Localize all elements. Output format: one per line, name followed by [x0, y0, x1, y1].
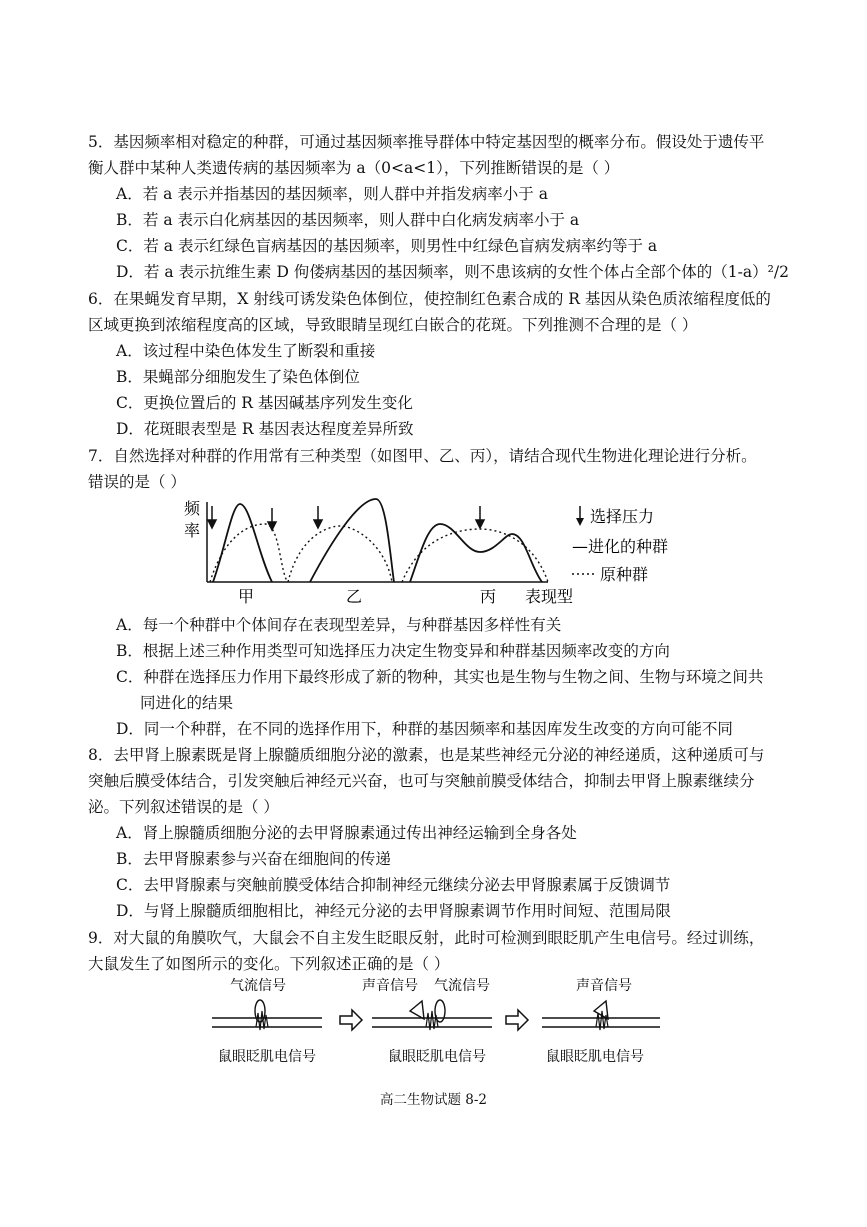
q7-bing-evolved-curve [410, 524, 542, 582]
q7-jia-evolved-curve [213, 504, 272, 582]
q7-legend-solid: —进化的种群 [572, 537, 669, 556]
q7-option-b: B．根据上述三种作用类型可知选择压力决定生物变异和种群基因频率改变的方向 [116, 642, 670, 660]
q5-option-a: A．若 a 表示并指基因的基因频率，则人群中并指发病率小于 a [116, 185, 548, 203]
q8-stem-line2: 突触后膜受体结合，引发突触后神经元兴奋，也可与突触前膜受体结合，抑制去甲肾上腺素继续分 [88, 772, 755, 790]
q7-option-c-line2: 同进化的结果 [140, 694, 234, 712]
q7-option-d: D．同一个种群，在不同的选择作用下，种群的基因频率和基因库发生改变的方向可能不同 [116, 720, 733, 738]
q7-stem-line2: 错误的是（ ） [88, 473, 186, 491]
q7-stem-line1: 7．自然选择对种群的作用常有三种类型（如图甲、乙、丙），请结合现代生物进化理论进行分析。 [88, 447, 757, 465]
q8-option-b: B．去甲肾腺素参与兴奋在细胞间的传递 [116, 850, 391, 868]
q6-option-a: A．该过程中染色体发生了断裂和重接 [116, 342, 376, 360]
q9-p2-bottom-label: 鼠眼眨肌电信号 [388, 1049, 486, 1065]
q8-stem-line3: 泌。下列叙述错误的是（ ） [88, 798, 279, 816]
q9-stem-line2: 大鼠发生了如图所示的变化。下列叙述正确的是（ ） [88, 955, 450, 973]
q7-yi-evolved-curve [310, 499, 394, 582]
q6-option-c: C．更换位置后的 R 基因碱基序列发生变化 [116, 394, 413, 412]
q8-option-c: C．去甲肾腺素与突触前膜受体结合抑制神经元继续分泌去甲肾腺素属于反馈调节 [116, 876, 671, 894]
q9-p3-bottom-label: 鼠眼眨肌电信号 [546, 1049, 644, 1065]
q7-option-a: A．每一个种群中个体间存在表现型差异，与种群基因多样性有关 [116, 616, 562, 634]
q9-arrow-1 [340, 1010, 362, 1030]
q9-p2-top-air-label: 气流信号 [434, 978, 490, 994]
q6-option-b: B．果蝇部分细胞发生了染色体倒位 [116, 368, 360, 386]
q9-conditioning-figure [200, 975, 670, 1071]
q6-option-d: D．花斑眼表型是 R 基因表达程度差异所致 [116, 420, 414, 438]
q7-fig-ylabel-2: 率 [184, 521, 201, 540]
q8-stem-line1: 8．去甲肾上腺素既是肾上腺髓质细胞分泌的激素，也是某些神经元分泌的神经递质，这种递质可与 [88, 746, 765, 764]
q9-p3-top-label: 声音信号 [576, 978, 632, 994]
q7-fig-label-bing: 丙 [480, 587, 497, 606]
q6-stem-line1: 6．在果蝇发育早期，X 射线可诱发染色体倒位，使控制红色素合成的 R 基因从染色质浓缩程度低的 [88, 290, 771, 308]
q7-legend-arrow: 选择压力 [590, 507, 655, 526]
q6-stem-line2: 区域更换到浓缩程度高的区域，导致眼睛呈现红白嵌合的花斑。下列推测不合理的是（ ） [88, 316, 698, 334]
q7-fig-ylabel-1: 频 [184, 499, 201, 518]
page-footer: 高二生物试题 8-2 [379, 1092, 488, 1108]
q5-stem-line2: 衡人群中某种人类遗传病的基因频率为 a（0<a<1），下列推断错误的是（ ） [88, 159, 620, 177]
q7-bing-original-curve [402, 529, 548, 582]
q5-option-c: C．若 a 表示红绿色盲病基因的基因频率，则男性中红绿色盲病发病率约等于 a [116, 237, 658, 255]
q9-arrow-2 [506, 1010, 528, 1030]
q5-option-d: D．若 a 表示抗维生素 D 佝偻病基因的基因频率，则不患该病的女性个体占全部个体的（1-a）²/2 [116, 263, 789, 281]
q9-p1-bottom-label: 鼠眼眨肌电信号 [218, 1049, 316, 1065]
q9-p2-speaker-icon [410, 1001, 424, 1019]
q7-legend-dotted: 原种群 [600, 565, 649, 584]
q7-selection-figure [180, 494, 700, 610]
q7-fig-label-jia: 甲 [238, 587, 255, 606]
q8-option-d: D．与肾上腺髓质细胞相比，神经元分泌的去甲肾腺素调节作用时间短、范围局限 [116, 902, 671, 920]
q8-option-a: A．肾上腺髓质细胞分泌的去甲肾腺素通过传出神经运输到全身各处 [116, 824, 577, 842]
q9-p1-top-label: 气流信号 [230, 978, 286, 994]
q7-fig-xlabel: 表现型 [525, 587, 574, 606]
q5-stem-line1: 5．基因频率相对稳定的种群，可通过基因频率推导群体中特定基因型的概率分布。假设处于遗传平 [88, 133, 765, 151]
q5-option-b: B．若 a 表示白化病基因的基因频率，则人群中白化病发病率小于 a [116, 211, 580, 229]
q9-p2-top-sound-label: 声音信号 [362, 978, 418, 994]
q7-yi-original-curve [288, 526, 392, 582]
q9-stem-line1: 9．对大鼠的角膜吹气，大鼠会不自主发生眨眼反射，此时可检测到眼眨肌产生电信号。经过训练， [88, 929, 765, 947]
q7-fig-label-yi: 乙 [346, 587, 363, 606]
q7-option-c-line1: C．种群在选择压力作用下最终形成了新的物种，其实也是生物与生物之间、生物与环境之间共 [116, 668, 764, 686]
